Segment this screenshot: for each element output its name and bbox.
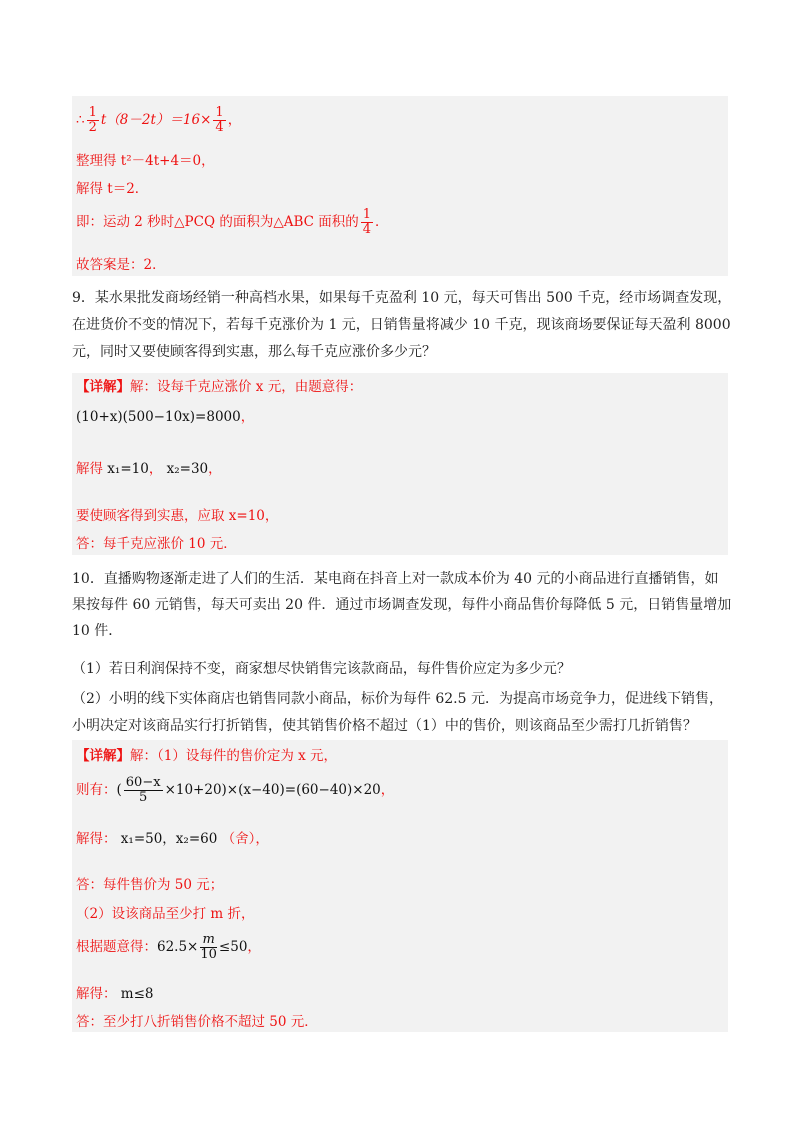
answer-10-equation: 则有：( $\frac{60-x}{5}$ ×10+20)×(x−40)=(60−40)×20，	[76, 775, 395, 805]
answer-9-line-4: 要使顾客得到实惠，应取 x=10，	[76, 508, 279, 524]
answer-9-header: 【详解】解：设每千克应涨价 x 元，由题意得：	[76, 379, 363, 395]
answer-9-equation: (10+x)(500−10x)=8000，	[76, 409, 255, 425]
question-10: 10．直播购物逐渐走进了人们的生活．某电商在抖音上对一款成本价为 40 元的小商品进行直播销售，如果按每件 60 元销售，每天可卖出 20 件．通过市场调查发现，每件小商品售价每降低 5 元，日销售量增加 10 件．	[72, 571, 732, 639]
answer-9-conclusion: 答：每千克应涨价 10 元．	[76, 536, 237, 552]
answer-10-conclusion: 答：至少打八折销售价格不超过 50 元．	[76, 1014, 318, 1030]
answer-10-line-5: （2）设该商品至少打 m 折，	[76, 906, 255, 922]
step-line-5: 故答案是：2．	[76, 257, 166, 273]
question-10-part-1: （1）若日利润保持不变，商家想尽快销售完该款商品，每件售价应定为多少元？	[72, 661, 571, 677]
answer-10-solution: 解得： x₁=50，x₂=60 （舍），	[76, 831, 269, 847]
answer-10-line-7: 解得： m≤8	[76, 986, 154, 1002]
step-line-3: 解得 t＝2．	[76, 181, 149, 197]
answer-9-solution: 解得 x₁=10， x₂=30，	[76, 461, 222, 477]
question-10-part-2: （2）小明的线下实体商店也销售同款小商品，标价为每件 62.5 元．为提高市场竞争力，促进线下销售，小明决定对该商品实行打折销售，使其销售价格不超过（1）中的售价，则该商品至少需打几折销售？	[72, 691, 723, 734]
step-line-4: 即：运动 2 秒时△PCQ 的面积为△ABC 面积的 $\frac{1}{4}$ ．	[76, 207, 389, 237]
question-9: 9．某水果批发商场经销一种高档水果，如果每千克盈利 10 元，每天可售出 500 千克，经市场调查发现，在进货价不变的情况下，若每千克涨价为 1 元，日销售量将减少 10 千克，现该商场要保证每天盈利 8000 元，同时又要使顾客得到实惠，那么每千克应涨价多少元？	[72, 290, 732, 360]
answer-10-line-4: 答：每件售价为 50 元；	[76, 877, 224, 893]
step-line-1: ∴ $\frac{1}{2}$ t（8－2t）＝16× $\frac{1}{4}$ ，	[76, 105, 242, 135]
answer-10-header: 【详解】解：（1）设每件的售价定为 x 元，	[76, 748, 338, 764]
answer-10-inequality: 根据题意得：62.5× $\frac{m}{10}$ ≤50，	[76, 932, 261, 962]
step-line-2: 整理得 t²－4t+4＝0，	[76, 153, 215, 169]
